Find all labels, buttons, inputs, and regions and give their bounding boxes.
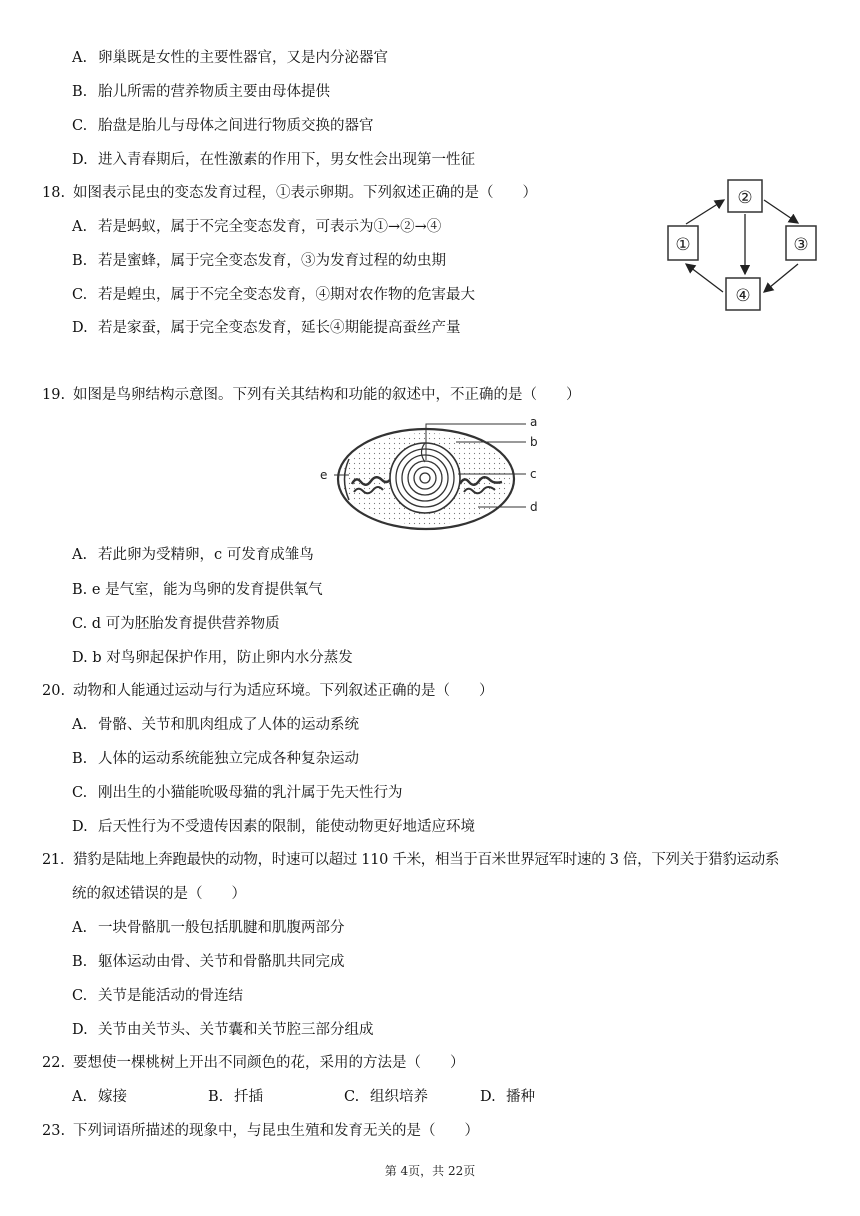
diagram-box-3-label: ③	[793, 235, 809, 255]
insect-metamorphosis-diagram	[660, 176, 822, 316]
q19-stem: 19. 如图是鸟卵结构示意图。下列有关其结构和功能的叙述中，不正确的是（ ）	[42, 387, 581, 403]
q17-option-c: C. 胎盘是胎儿与母体之间进行物质交换的器官	[72, 118, 374, 134]
q20-option-d: D. 后天性行为不受遗传因素的限制，能使动物更好地适应环境	[72, 819, 475, 835]
q17-option-a: A. 卵巢既是女性的主要性器官，又是内分泌器官	[72, 50, 388, 66]
q18-option-c: C. 若是蝗虫，属于不完全变态发育，④期对农作物的危害最大	[72, 287, 475, 303]
egg-label-a: a	[530, 415, 538, 429]
q21-stem-line2: 统的叙述错误的是（ ）	[72, 886, 246, 902]
q19-option-c: C. d 可为胚胎发育提供营养物质	[72, 616, 280, 632]
q21-option-b: B. 躯体运动由骨、关节和骨骼肌共同完成	[72, 954, 345, 970]
q22-stem: 22. 要想使一棵桃树上开出不同颜色的花，采用的方法是（ ）	[42, 1055, 465, 1071]
page-footer: 第 4页，共 22页	[384, 1164, 476, 1178]
q18-option-b: B. 若是蜜蜂，属于完全变态发育，③为发育过程的幼虫期	[72, 253, 446, 269]
q17-option-b: B. 胎儿所需的营养物质主要由母体提供	[72, 84, 330, 100]
q22-option-b: B. 扦插	[208, 1089, 263, 1105]
q18-option-a: A. 若是蚂蚁，属于不完全变态发育，可表示为①→②→④	[72, 219, 442, 235]
q20-option-a: A. 骨骼、关节和肌肉组成了人体的运动系统	[72, 717, 359, 733]
q23-stem: 23. 下列词语所描述的现象中，与昆虫生殖和发育无关的是（ ）	[42, 1123, 479, 1139]
egg-label-e: e	[320, 468, 328, 482]
q22-option-d: D. 播种	[480, 1089, 535, 1105]
q22-option-c: C. 组织培养	[344, 1089, 428, 1105]
q18-option-d: D. 若是家蚕，属于完全变态发育，延长④期能提高蚕丝产量	[72, 320, 461, 336]
diagram-box-1-label: ①	[675, 235, 691, 255]
q19-option-b: B. e 是气室，能为鸟卵的发育提供氧气	[72, 582, 323, 598]
q20-stem: 20. 动物和人能通过运动与行为适应环境。下列叙述正确的是（ ）	[42, 683, 494, 699]
q22-option-a: A. 嫁接	[72, 1089, 127, 1105]
diagram-box-4-label: ④	[735, 286, 751, 306]
q19-option-d: D. b 对鸟卵起保护作用，防止卵内水分蒸发	[72, 650, 353, 666]
q21-stem-line1: 21. 猎豹是陆地上奔跑最快的动物，时速可以超过 110 千米，相当于百米世界冠军时速的 3 倍，下列关于猎豹运动系	[42, 852, 780, 868]
q18-stem: 18. 如图表示昆虫的变态发育过程，①表示卵期。下列叙述正确的是（ ）	[42, 185, 537, 201]
q17-option-d: D. 进入青春期后，在性激素的作用下，男女性会出现第一性征	[72, 152, 475, 168]
egg-label-c: c	[530, 467, 537, 481]
bird-egg-diagram	[318, 412, 548, 534]
q20-option-b: B. 人体的运动系统能独立完成各种复杂运动	[72, 751, 359, 767]
q20-option-c: C. 刚出生的小猫能吮吸母猫的乳汁属于先天性行为	[72, 785, 403, 801]
q19-option-a: A. 若此卵为受精卵，c 可发育成雏鸟	[72, 547, 314, 563]
q21-option-d: D. 关节由关节头、关节囊和关节腔三部分组成	[72, 1022, 374, 1038]
q21-option-a: A. 一块骨骼肌一般包括肌腱和肌腹两部分	[72, 920, 345, 936]
q21-option-c: C. 关节是能活动的骨连结	[72, 988, 243, 1004]
egg-label-b: b	[530, 435, 538, 449]
egg-label-d: d	[530, 500, 538, 514]
diagram-box-2-label: ②	[737, 188, 753, 208]
